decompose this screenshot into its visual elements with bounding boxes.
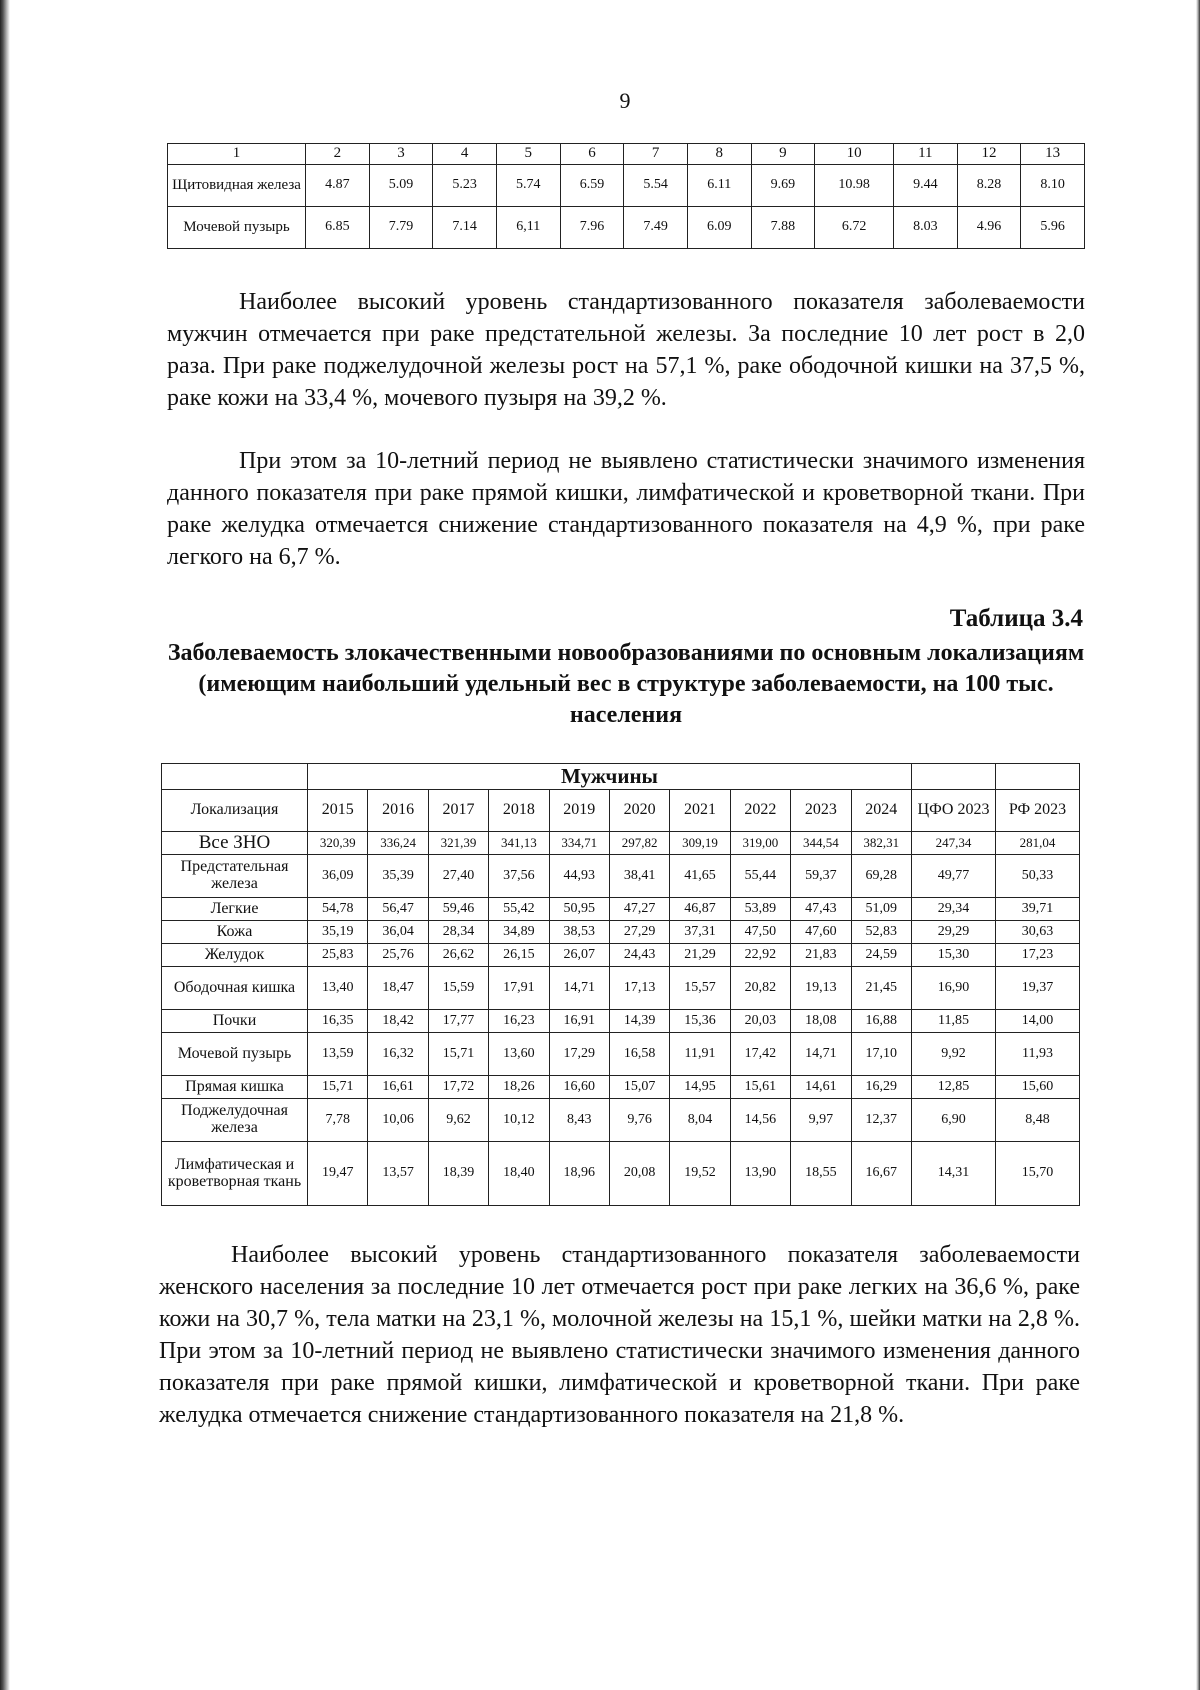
table-row — [162, 944, 1080, 967]
table-cell: 15,36 — [670, 1010, 730, 1033]
row-label: Легкие — [162, 898, 308, 921]
table-cell: 320,39 — [308, 832, 368, 855]
table-cell: 8,43 — [549, 1099, 609, 1142]
table-cell: 16,60 — [549, 1076, 609, 1099]
table-cell: 14,71 — [549, 967, 609, 1010]
row-label: Все ЗНО — [162, 832, 308, 855]
column-number-cell: 13 — [1021, 144, 1085, 165]
table-cell: 46,87 — [670, 898, 730, 921]
table-cell: 12,85 — [912, 1076, 996, 1099]
column-number-cell: 11 — [894, 144, 958, 165]
table-cell: 16,88 — [851, 1010, 911, 1033]
table-cell: 37,31 — [670, 921, 730, 944]
table-cell: 52,83 — [851, 921, 911, 944]
year-header: 2016 — [368, 790, 428, 832]
table-cell: 336,24 — [368, 832, 428, 855]
year-header: 2020 — [609, 790, 669, 832]
table-cell: 18,26 — [489, 1076, 549, 1099]
table-cell: 15,60 — [996, 1076, 1080, 1099]
group-header-men: Мужчины — [308, 764, 912, 790]
table-cell: 37,56 — [489, 855, 549, 898]
row-label: Лимфатическая и кроветворная ткань — [162, 1142, 308, 1206]
table-cell: 15,61 — [730, 1076, 790, 1099]
table-cell: 15,71 — [308, 1076, 368, 1099]
region-header: ЦФО 2023 — [912, 790, 996, 832]
table-cell: 14,56 — [730, 1099, 790, 1142]
table-cell: 18,39 — [428, 1142, 488, 1206]
column-number-cell: 9 — [751, 144, 815, 165]
scan-edge-left — [0, 0, 10, 1690]
table-cell: 19,47 — [308, 1142, 368, 1206]
table-cell: 9,76 — [609, 1099, 669, 1142]
table-row — [162, 855, 1080, 898]
table-cell: 5.54 — [624, 165, 688, 207]
table-row — [162, 967, 1080, 1010]
table-cell: 5.23 — [433, 165, 497, 207]
page-number: 9 — [619, 88, 631, 113]
row-label: Ободочная кишка — [162, 967, 308, 1010]
table-cell: 18,40 — [489, 1142, 549, 1206]
column-header-row — [162, 790, 1080, 832]
table-cell: 17,29 — [549, 1033, 609, 1076]
paragraph-men-incidence: Наиболее высокий уровень стандартизованного показателя заболеваемости мужчин отмечается при раке предстательной железы. За последние 10 лет рост в 2,0 раза. При раке поджелудочной железы рост на 57,1 %, раке ободочной кишки на 37,5 %, раке кожи на 33,4 %, мочевого пузыря на 39,2 %. — [167, 289, 1085, 411]
scan-edge-right — [1196, 0, 1200, 1690]
column-number-row — [168, 144, 1085, 165]
table-cell: 51,09 — [851, 898, 911, 921]
table-cell: 22,92 — [730, 944, 790, 967]
blank-header-cell — [912, 764, 996, 790]
table-cell: 17,10 — [851, 1033, 911, 1076]
table-cell: 13,57 — [368, 1142, 428, 1206]
table-cell: 34,89 — [489, 921, 549, 944]
table-cell: 7,78 — [308, 1099, 368, 1142]
table-cell: 16,61 — [368, 1076, 428, 1099]
table-row — [168, 165, 1085, 207]
table-cell: 41,65 — [670, 855, 730, 898]
table-row — [168, 207, 1085, 249]
table-cell: 6.72 — [815, 207, 894, 249]
table-cell: 38,53 — [549, 921, 609, 944]
table-cell: 6.09 — [687, 207, 751, 249]
row-label: Мочевой пузырь — [168, 207, 306, 249]
table-cell: 20,08 — [609, 1142, 669, 1206]
table-cell: 11,93 — [996, 1033, 1080, 1076]
year-header: 2018 — [489, 790, 549, 832]
table-cell: 18,08 — [791, 1010, 851, 1033]
table-cell: 39,71 — [996, 898, 1080, 921]
table-cell: 10.98 — [815, 165, 894, 207]
table-cell: 17,23 — [996, 944, 1080, 967]
table-cell: 319,00 — [730, 832, 790, 855]
table-cell: 19,13 — [791, 967, 851, 1010]
table-cell: 38,41 — [609, 855, 669, 898]
table-cell: 13,59 — [308, 1033, 368, 1076]
table-cell: 54,78 — [308, 898, 368, 921]
column-number-cell: 1 — [168, 144, 306, 165]
table-cell: 5.96 — [1021, 207, 1085, 249]
table-cell: 11,85 — [912, 1010, 996, 1033]
table-cell: 10,06 — [368, 1099, 428, 1142]
table-cell: 27,40 — [428, 855, 488, 898]
table-row — [162, 1142, 1080, 1206]
table-cell: 321,39 — [428, 832, 488, 855]
table-cell: 17,91 — [489, 967, 549, 1010]
table-cell: 5.74 — [496, 165, 560, 207]
row-label: Щитовидная железа — [168, 165, 306, 207]
row-label: Прямая кишка — [162, 1076, 308, 1099]
table-cell: 8,04 — [670, 1099, 730, 1142]
table-cell: 26,15 — [489, 944, 549, 967]
table-cell: 10,12 — [489, 1099, 549, 1142]
table-cell: 14,71 — [791, 1033, 851, 1076]
table-cell: 281,04 — [996, 832, 1080, 855]
table-cell: 15,30 — [912, 944, 996, 967]
table-cell: 36,04 — [368, 921, 428, 944]
table-cell: 21,83 — [791, 944, 851, 967]
table-cell: 20,03 — [730, 1010, 790, 1033]
table-cell: 27,29 — [609, 921, 669, 944]
column-number-cell: 8 — [687, 144, 751, 165]
table-cell: 17,77 — [428, 1010, 488, 1033]
table-cell: 8.03 — [894, 207, 958, 249]
table-cell: 7.96 — [560, 207, 624, 249]
column-number-cell: 7 — [624, 144, 688, 165]
table-cell: 18,42 — [368, 1010, 428, 1033]
table-cell: 9.69 — [751, 165, 815, 207]
table-cell: 13,90 — [730, 1142, 790, 1206]
table-cell: 8.28 — [957, 165, 1021, 207]
table-cell: 6.85 — [306, 207, 370, 249]
table-cell: 14,00 — [996, 1010, 1080, 1033]
table-title: Заболеваемость злокачественными новообразованиями по основным локализациям (имеющим наибольший удельный вес в структуре заболеваемости, на 100 тыс. населения — [167, 640, 1085, 728]
column-number-cell: 10 — [815, 144, 894, 165]
column-number-cell: 12 — [957, 144, 1021, 165]
table-cell: 6,11 — [496, 207, 560, 249]
table-row — [162, 1010, 1080, 1033]
table-cell: 4.96 — [957, 207, 1021, 249]
year-header: 2021 — [670, 790, 730, 832]
table-cell: 55,44 — [730, 855, 790, 898]
year-header: 2019 — [549, 790, 609, 832]
table-cell: 36,09 — [308, 855, 368, 898]
row-label: Поджелудочная железа — [162, 1099, 308, 1142]
table-cell: 8,48 — [996, 1099, 1080, 1142]
table-cell: 12,37 — [851, 1099, 911, 1142]
table-row — [162, 1099, 1080, 1142]
table-cell: 247,34 — [912, 832, 996, 855]
localization-header: Локализация — [162, 790, 308, 832]
table-cell: 47,43 — [791, 898, 851, 921]
table-cell: 16,23 — [489, 1010, 549, 1033]
table-cell: 14,39 — [609, 1010, 669, 1033]
year-header: 2024 — [851, 790, 911, 832]
group-header-row — [162, 764, 1080, 790]
table-cell: 5.09 — [369, 165, 433, 207]
table-cell: 59,46 — [428, 898, 488, 921]
continuation-table — [167, 143, 1085, 249]
table-row — [162, 1033, 1080, 1076]
table-cell: 26,07 — [549, 944, 609, 967]
table-cell: 21,45 — [851, 967, 911, 1010]
table-cell: 26,62 — [428, 944, 488, 967]
table-cell: 14,95 — [670, 1076, 730, 1099]
column-number-cell: 6 — [560, 144, 624, 165]
table-cell: 47,60 — [791, 921, 851, 944]
table-cell: 9,62 — [428, 1099, 488, 1142]
year-header: 2023 — [791, 790, 851, 832]
row-label: Почки — [162, 1010, 308, 1033]
table-cell: 382,31 — [851, 832, 911, 855]
table-cell: 344,54 — [791, 832, 851, 855]
table-cell: 25,83 — [308, 944, 368, 967]
table-row — [162, 1076, 1080, 1099]
row-label: Мочевой пузырь — [162, 1033, 308, 1076]
table-cell: 21,29 — [670, 944, 730, 967]
table-cell: 47,27 — [609, 898, 669, 921]
year-header: 2015 — [308, 790, 368, 832]
table-cell: 16,91 — [549, 1010, 609, 1033]
table-cell: 7.79 — [369, 207, 433, 249]
table-cell: 334,71 — [549, 832, 609, 855]
table-cell: 35,19 — [308, 921, 368, 944]
year-header: 2022 — [730, 790, 790, 832]
table-cell: 297,82 — [609, 832, 669, 855]
table-cell: 18,55 — [791, 1142, 851, 1206]
table-cell: 15,71 — [428, 1033, 488, 1076]
table-cell: 16,32 — [368, 1033, 428, 1076]
table-cell: 20,82 — [730, 967, 790, 1010]
table-cell: 50,33 — [996, 855, 1080, 898]
table-cell: 16,58 — [609, 1033, 669, 1076]
row-label: Кожа — [162, 921, 308, 944]
table-cell: 49,77 — [912, 855, 996, 898]
table-cell: 55,42 — [489, 898, 549, 921]
table-cell: 19,37 — [996, 967, 1080, 1010]
paragraph-women-incidence: Наиболее высокий уровень стандартизованного показателя заболеваемости женского населения за последние 10 лет отмечается рост при раке легких на 36,6 %, раке кожи на 30,7 %, тела матки на 23,1 %, молочной железы на 15,1 %, шейки матки на 2,8 %. При этом за 10-летний период не выявлено статистически значимого изменения данного показателя при раке прямой кишки, лимфатической и кроветворной ткани. При раке желудка отмечается снижение стандартизованного показателя на 21,8 %. — [159, 1242, 1080, 1428]
column-number-cell: 5 — [496, 144, 560, 165]
table-cell: 4.87 — [306, 165, 370, 207]
column-number-cell: 2 — [306, 144, 370, 165]
table-cell: 24,43 — [609, 944, 669, 967]
table-cell: 309,19 — [670, 832, 730, 855]
table-cell: 7.49 — [624, 207, 688, 249]
table-cell: 47,50 — [730, 921, 790, 944]
table-cell: 16,35 — [308, 1010, 368, 1033]
column-number-cell: 4 — [433, 144, 497, 165]
table-cell: 59,37 — [791, 855, 851, 898]
table-cell: 15,70 — [996, 1142, 1080, 1206]
table-cell: 18,47 — [368, 967, 428, 1010]
table-cell: 19,52 — [670, 1142, 730, 1206]
table-cell: 17,42 — [730, 1033, 790, 1076]
table-cell: 13,60 — [489, 1033, 549, 1076]
table-cell: 16,67 — [851, 1142, 911, 1206]
table-cell: 56,47 — [368, 898, 428, 921]
table-cell: 7.88 — [751, 207, 815, 249]
table-cell: 29,29 — [912, 921, 996, 944]
table-cell: 6.11 — [687, 165, 751, 207]
table-cell: 17,13 — [609, 967, 669, 1010]
table-cell: 16,29 — [851, 1076, 911, 1099]
table-cell: 6.59 — [560, 165, 624, 207]
table-cell: 28,34 — [428, 921, 488, 944]
table-cell: 25,76 — [368, 944, 428, 967]
table-cell: 50,95 — [549, 898, 609, 921]
blank-header-cell — [996, 764, 1080, 790]
row-label: Предстательная железа — [162, 855, 308, 898]
region-header: РФ 2023 — [996, 790, 1080, 832]
table-cell: 9,97 — [791, 1099, 851, 1142]
table-cell: 18,96 — [549, 1142, 609, 1206]
table-cell: 29,34 — [912, 898, 996, 921]
table-cell: 15,59 — [428, 967, 488, 1010]
table-cell: 15,57 — [670, 967, 730, 1010]
table-row — [162, 832, 1080, 855]
row-label: Желудок — [162, 944, 308, 967]
table-cell: 35,39 — [368, 855, 428, 898]
table-row — [162, 921, 1080, 944]
table-cell: 53,89 — [730, 898, 790, 921]
year-header: 2017 — [428, 790, 488, 832]
table-row — [162, 898, 1080, 921]
table-cell: 30,63 — [996, 921, 1080, 944]
table-cell: 9.44 — [894, 165, 958, 207]
table-cell: 9,92 — [912, 1033, 996, 1076]
incidence-table — [161, 763, 1080, 1206]
column-number-cell: 3 — [369, 144, 433, 165]
table-cell: 14,61 — [791, 1076, 851, 1099]
table-cell: 24,59 — [851, 944, 911, 967]
table-cell: 14,31 — [912, 1142, 996, 1206]
table-cell: 44,93 — [549, 855, 609, 898]
table-cell: 341,13 — [489, 832, 549, 855]
table-label: Таблица 3.4 — [949, 605, 1083, 632]
table-cell: 17,72 — [428, 1076, 488, 1099]
table-cell: 7.14 — [433, 207, 497, 249]
table-cell: 11,91 — [670, 1033, 730, 1076]
table-cell: 13,40 — [308, 967, 368, 1010]
table-cell: 15,07 — [609, 1076, 669, 1099]
paragraph-no-significant-change: При этом за 10-летний период не выявлено статистически значимого изменения данного показателя при раке прямой кишки, лимфатической и кроветворной ткани. При раке желудка отмечается снижение стандартизованного показателя на 4,9 %, при раке легкого на 6,7 %. — [167, 448, 1085, 570]
table-cell: 16,90 — [912, 967, 996, 1010]
corner-cell — [162, 764, 308, 790]
table-cell: 6,90 — [912, 1099, 996, 1142]
table-cell: 69,28 — [851, 855, 911, 898]
table-cell: 8.10 — [1021, 165, 1085, 207]
